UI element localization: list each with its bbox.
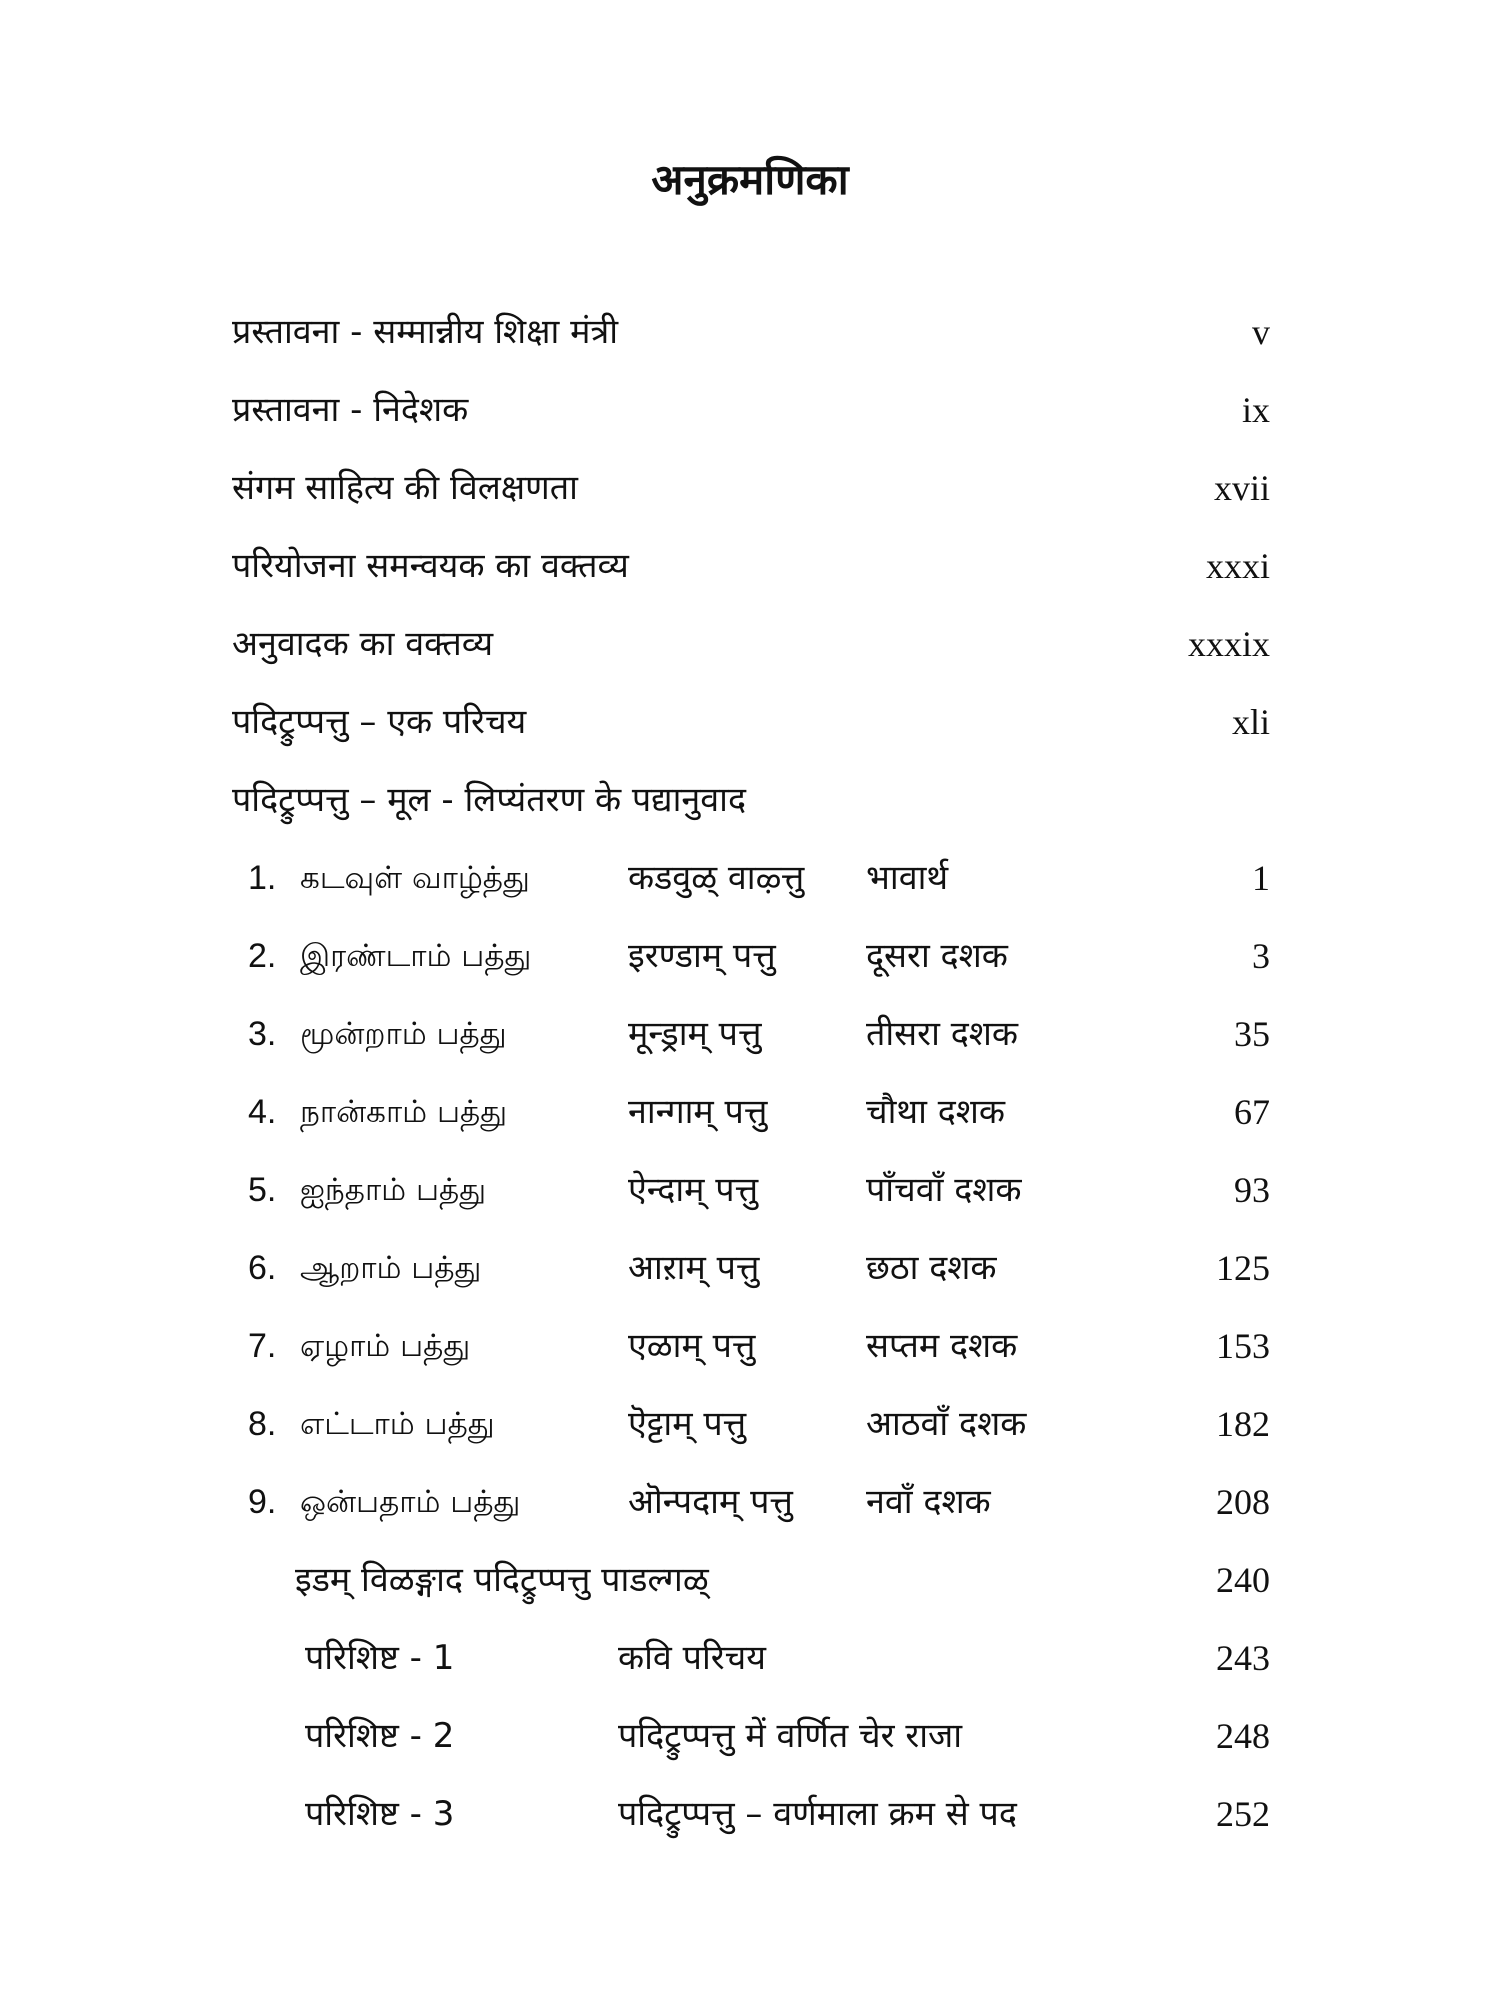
chapter-page: 182	[1216, 1404, 1270, 1444]
chapter-transliteration: आऱाम् पत्तु	[628, 1248, 760, 1288]
chapter-transliteration: मून्ड्राम् पत्तु	[628, 1014, 762, 1054]
toc-item-label: पदिट्रुप्पत्तु – एक परिचय	[232, 702, 527, 742]
toc-chapter-row	[0, 1082, 1500, 1142]
chapter-hindi-title: पाँचवाँ दशक	[866, 1170, 1022, 1210]
toc-chapter-row	[0, 1004, 1500, 1064]
toc-front-item	[0, 536, 1500, 596]
toc-item-label: इडम् विळङ्गाद पदिट्रुप्पत्तु पाडल्गळ्	[295, 1560, 709, 1600]
toc-extra-item	[0, 1550, 1500, 1610]
toc-item-label: अनुवादक का वक्तव्य	[232, 624, 494, 664]
chapter-hindi-title: तीसरा दशक	[866, 1014, 1018, 1054]
chapter-page: 67	[1234, 1092, 1270, 1132]
chapter-transliteration: ऎट्टाम् पत्तु	[628, 1404, 747, 1444]
chapter-hindi-title: भावार्थ	[866, 858, 949, 898]
toc-item-label: प्रस्तावना - निदेशक	[232, 390, 469, 430]
chapter-number: 2.	[248, 937, 277, 975]
chapter-transliteration: ऐन्दाम् पत्तु	[628, 1170, 759, 1210]
chapter-tamil-title: கடவுள் வாழ்த்து	[300, 860, 530, 896]
chapter-transliteration: ऒन्पदाम् पत्तु	[628, 1482, 793, 1522]
chapter-transliteration: इरण्डाम् पत्तु	[628, 936, 776, 976]
chapter-hindi-title: सप्तम दशक	[866, 1326, 1018, 1366]
chapter-number: 7.	[248, 1327, 277, 1365]
toc-item-page: xli	[1231, 702, 1270, 742]
toc-front-item	[0, 458, 1500, 518]
toc-chapter-row	[0, 1316, 1500, 1376]
appendix-page: 248	[1216, 1716, 1270, 1756]
appendix-label: परिशिष्ट - 1	[305, 1638, 455, 1678]
appendix-description: पदिट्रुप्पत्तु में वर्णित चेर राजा	[618, 1716, 963, 1756]
toc-item-page: xvii	[1213, 468, 1270, 508]
chapter-page: 208	[1216, 1482, 1270, 1522]
toc-item-page: ix	[1241, 390, 1270, 430]
appendix-page: 252	[1216, 1794, 1270, 1834]
toc-chapter-row	[0, 848, 1500, 908]
appendix-label: परिशिष्ट - 3	[305, 1794, 455, 1834]
chapter-number: 9.	[248, 1483, 277, 1521]
toc-front-item	[0, 380, 1500, 440]
chapter-tamil-title: மூன்றாம் பத்து	[300, 1016, 507, 1052]
chapter-hindi-title: चौथा दशक	[866, 1092, 1006, 1132]
chapter-number: 5.	[248, 1171, 277, 1209]
toc-front-item	[0, 692, 1500, 752]
chapter-hindi-title: छठा दशक	[866, 1248, 997, 1288]
toc-front-item	[0, 614, 1500, 674]
chapter-transliteration: कडवुळ् वाऴ्त्तु	[628, 858, 805, 898]
chapter-tamil-title: நான்காம் பத்து	[300, 1094, 508, 1130]
chapter-page: 3	[1252, 936, 1270, 976]
toc-chapter-row	[0, 1394, 1500, 1454]
chapter-hindi-title: आठवाँ दशक	[866, 1404, 1027, 1444]
chapter-page: 153	[1216, 1326, 1270, 1366]
toc-item-label: प्रस्तावना - सम्मान्नीय शिक्षा मंत्री	[232, 312, 619, 352]
chapter-page: 125	[1216, 1248, 1270, 1288]
toc-chapter-row	[0, 1472, 1500, 1532]
toc-item-label: परियोजना समन्वयक का वक्तव्य	[232, 546, 629, 586]
toc-item-label: पदिट्रुप्पत्तु – मूल - लिप्यंतरण के पद्यानुवाद	[232, 780, 747, 820]
chapter-tamil-title: ஐந்தாம் பத்து	[300, 1172, 487, 1208]
chapter-number: 3.	[248, 1015, 277, 1053]
toc-item-label: संगम साहित्य की विलक्षणता	[232, 468, 578, 508]
toc-appendix-row	[0, 1628, 1500, 1688]
chapter-number: 1.	[248, 859, 277, 897]
chapter-tamil-title: ஒன்பதாம் பத்து	[300, 1484, 521, 1520]
toc-item-page: xxxix	[1187, 624, 1270, 664]
toc-chapter-row	[0, 1238, 1500, 1298]
toc-appendix-row	[0, 1784, 1500, 1844]
chapter-number: 4.	[248, 1093, 277, 1131]
chapter-tamil-title: ஏழாம் பத்து	[300, 1328, 471, 1364]
toc-item-page: v	[1252, 312, 1270, 352]
toc-chapter-row	[0, 926, 1500, 986]
chapter-transliteration: नान्गाम् पत्तु	[628, 1092, 768, 1132]
chapter-hindi-title: दूसरा दशक	[866, 936, 1008, 976]
chapter-page: 1	[1252, 858, 1270, 898]
toc-item-page: xxxi	[1205, 546, 1270, 586]
chapter-transliteration: एळाम् पत्तु	[628, 1326, 756, 1366]
appendix-label: परिशिष्ट - 2	[305, 1716, 455, 1756]
toc-front-item	[0, 770, 1500, 830]
appendix-page: 243	[1216, 1638, 1270, 1678]
appendix-description: पदिट्रुप्पत्तु – वर्णमाला क्रम से पद	[618, 1794, 1017, 1834]
chapter-tamil-title: இரண்டாம் பத்து	[300, 938, 532, 974]
appendix-description: कवि परिचय	[618, 1638, 766, 1678]
chapter-number: 6.	[248, 1249, 277, 1287]
chapter-hindi-title: नवाँ दशक	[866, 1482, 991, 1522]
toc-item-page: 240	[1216, 1560, 1270, 1600]
chapter-number: 8.	[248, 1405, 277, 1443]
toc-front-item	[0, 302, 1500, 362]
page-title: अनुक्रमणिका	[651, 155, 849, 204]
chapter-page: 35	[1234, 1014, 1270, 1054]
toc-appendix-row	[0, 1706, 1500, 1766]
toc-chapter-row	[0, 1160, 1500, 1220]
chapter-tamil-title: எட்டாம் பத்து	[300, 1406, 495, 1442]
chapter-tamil-title: ஆறாம் பத்து	[300, 1250, 482, 1286]
chapter-page: 93	[1234, 1170, 1270, 1210]
